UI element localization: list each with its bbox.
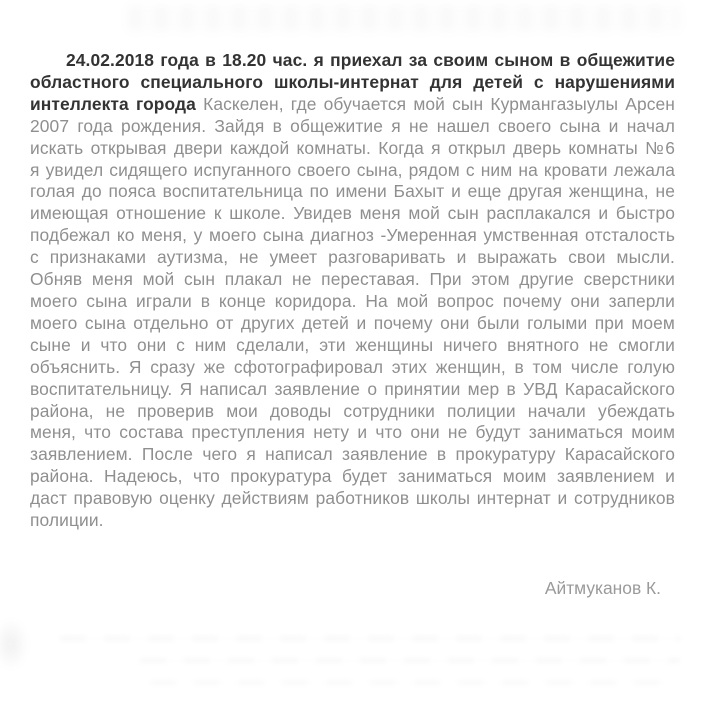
scan-artifact-bottom-line-2 bbox=[140, 658, 680, 663]
signature-line bbox=[30, 578, 675, 599]
scan-artifact-top bbox=[128, 5, 680, 31]
statement-body-text: Каскелен, где обучается мой сын Курмангазыулы Арсен 2007 года рождения. Зайдя в общежитие я не нашел своего сына и начал искать открывая двери каждой комнаты. Когда я открыл дверь комнаты №6 я увидел сидящего испуганного своего сына, рядом с ним на кровати лежала голая до пояса воспитательница по имени Бахыт и еще другая женщина, не имеющая отношение к школе. Увидев меня мой сын расплакался и быстро подбежал ко меня, у моего сына диагноз -Умеренная умственная отсталость с признаками аутизма, не умеет разговаривать и выражать свои мысли. Обняв меня мой сын плакал не переставая. При этом другие сверстники моего сына играли в конце коридора. На мой вопрос почему они заперли моего сына отдельно от других детей и почему они были голыми при моем сыне и что они с ним сделали, эти женщины ничего внятного не смогли объяснить. Я сразу же сфотографировал этих женщин, в том числе голую воспитательницу. Я написал заявление о принятии мер в УВД Карасайского района, не проверив мои доводы сотрудники полиции начали убеждать меня, что состава преступления нету и что они не будут заниматься моим заявлением. После чего я написал заявление в прокуратуру Карасайского района. Надеюсь, что прокуратура будет заниматься моим заявлением и даст правовую оценку действиям работников школы интернат и сотрудников полиции. bbox=[30, 93, 675, 531]
statement-lead-text: 24.02.2018 года в 18.20 час. я приехал за своим сыном в общежитие областного специального школы-интернат для детей с нарушениями интеллекта города bbox=[30, 50, 675, 114]
scan-artifact-bottom-line-3 bbox=[150, 680, 670, 685]
scan-artifact-corner-smudge bbox=[0, 618, 28, 670]
statement-paragraph bbox=[30, 50, 675, 532]
signature-name: Айтмуканов К. bbox=[544, 578, 661, 598]
scan-artifact-bottom-line-1 bbox=[60, 636, 680, 641]
